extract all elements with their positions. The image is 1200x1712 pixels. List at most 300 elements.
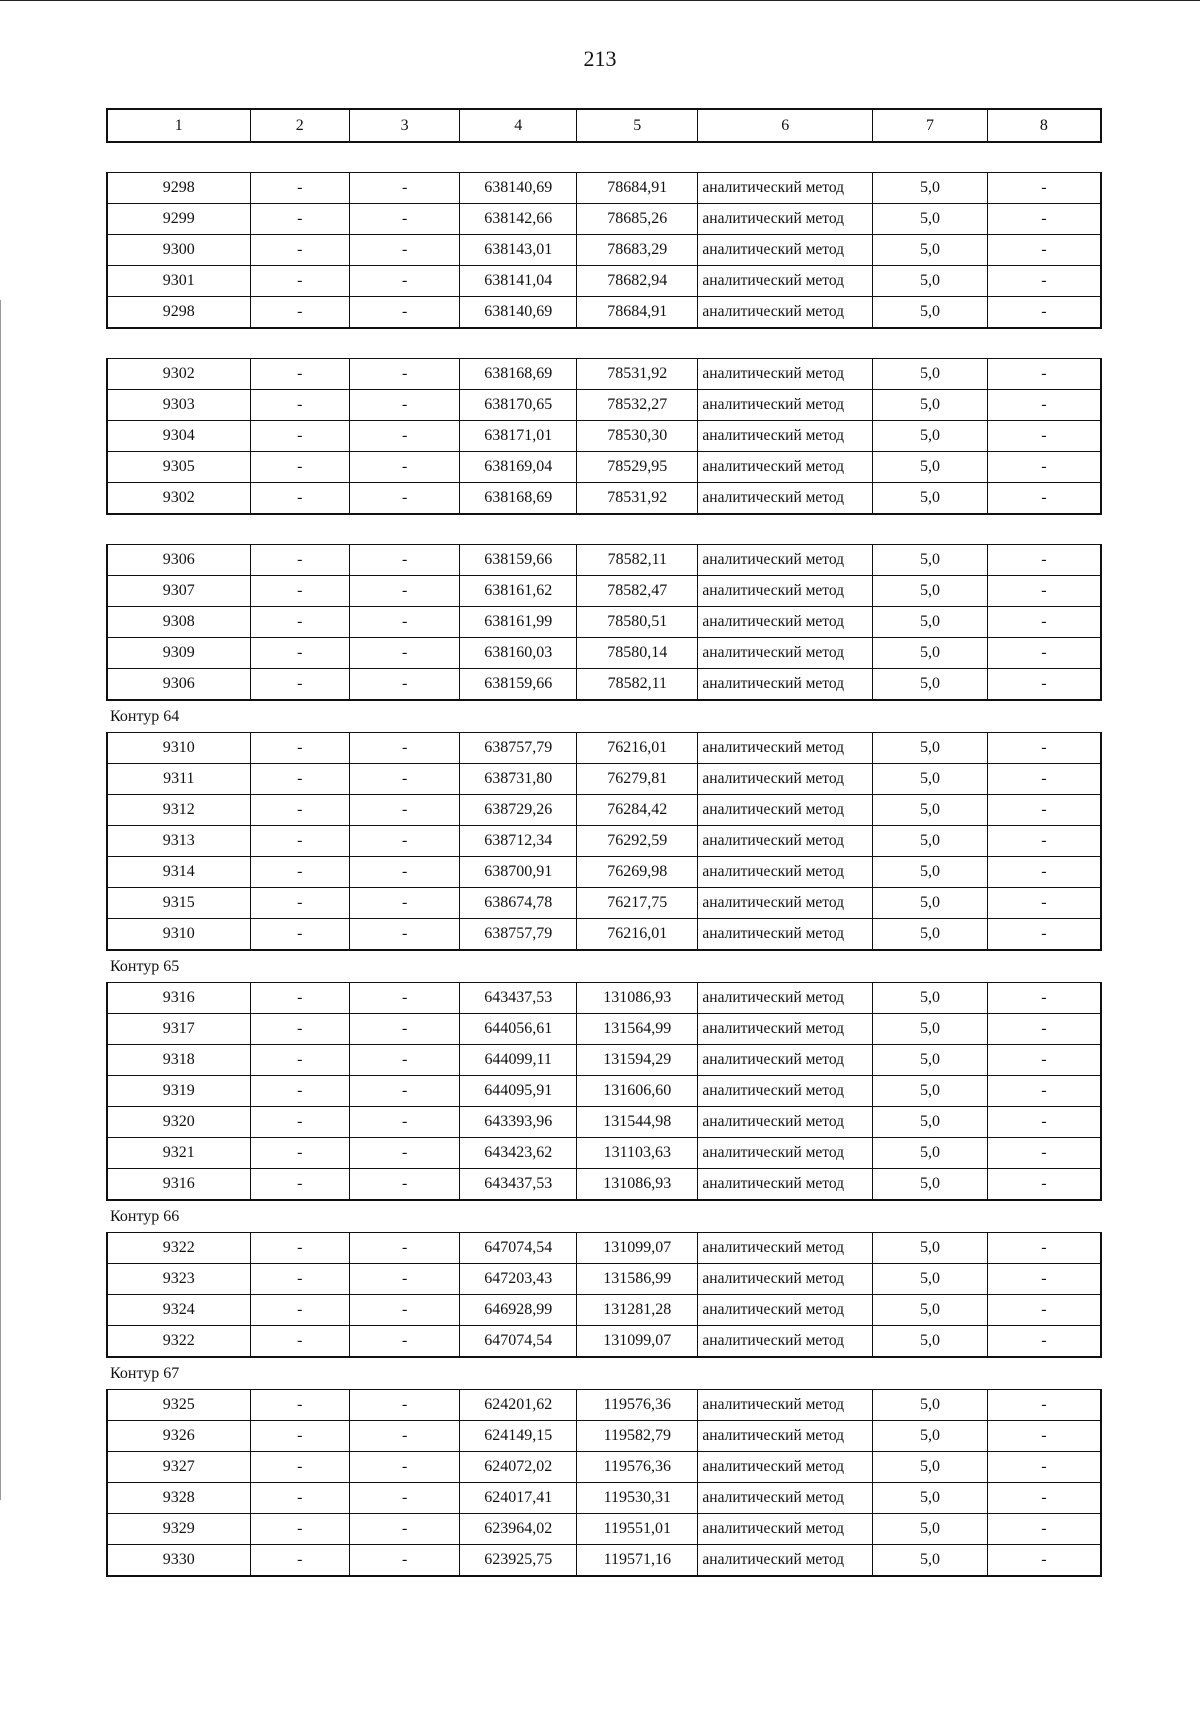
method-cell: аналитический метод	[698, 1295, 873, 1326]
accuracy-cell: 5,0	[873, 297, 988, 329]
group-spacer	[106, 329, 1102, 358]
page-top-border	[0, 0, 1200, 1]
coordinate-table	[106, 1389, 1102, 1577]
point-number-cell: 9298	[107, 297, 250, 329]
method-cell: аналитический метод	[698, 421, 873, 452]
point-number-cell: 9302	[107, 483, 250, 515]
col-2-cell: -	[250, 1326, 349, 1358]
method-cell: аналитический метод	[698, 826, 873, 857]
table-row	[107, 1233, 1101, 1264]
coord-y-cell: 76217,75	[577, 888, 698, 919]
accuracy-cell: 5,0	[873, 1295, 988, 1326]
coord-x-cell: 638143,01	[460, 235, 577, 266]
coord-x-cell: 638168,69	[460, 483, 577, 515]
point-number-cell: 9304	[107, 421, 250, 452]
coord-y-cell: 78580,14	[577, 638, 698, 669]
col-2-cell: -	[250, 1421, 349, 1452]
column-header-7: 7	[873, 109, 988, 142]
method-cell: аналитический метод	[698, 1514, 873, 1545]
coord-y-cell: 78532,27	[577, 390, 698, 421]
coord-x-cell: 624072,02	[460, 1452, 577, 1483]
accuracy-cell: 5,0	[873, 1483, 988, 1514]
method-cell: аналитический метод	[698, 983, 873, 1014]
coord-x-cell: 638757,79	[460, 733, 577, 764]
coord-y-cell: 131544,98	[577, 1107, 698, 1138]
col-3-cell: -	[349, 1390, 459, 1421]
col-8-cell: -	[987, 297, 1101, 329]
coord-x-cell: 638140,69	[460, 173, 577, 204]
method-cell: аналитический метод	[698, 545, 873, 576]
coord-x-cell: 638712,34	[460, 826, 577, 857]
accuracy-cell: 5,0	[873, 1107, 988, 1138]
table-row	[107, 1390, 1101, 1421]
coord-x-cell: 638168,69	[460, 359, 577, 390]
point-number-cell: 9317	[107, 1014, 250, 1045]
point-number-cell: 9307	[107, 576, 250, 607]
table-row	[107, 483, 1101, 515]
col-2-cell: -	[250, 483, 349, 515]
column-header-row	[107, 109, 1101, 142]
col-3-cell: -	[349, 1264, 459, 1295]
coord-x-cell: 647074,54	[460, 1233, 577, 1264]
point-number-cell: 9310	[107, 919, 250, 951]
method-cell: аналитический метод	[698, 390, 873, 421]
col-3-cell: -	[349, 888, 459, 919]
accuracy-cell: 5,0	[873, 1138, 988, 1169]
coord-y-cell: 119551,01	[577, 1514, 698, 1545]
coord-y-cell: 76279,81	[577, 764, 698, 795]
col-8-cell: -	[987, 1326, 1101, 1358]
coord-x-cell: 638171,01	[460, 421, 577, 452]
point-number-cell: 9314	[107, 857, 250, 888]
coord-y-cell: 78582,11	[577, 669, 698, 701]
accuracy-cell: 5,0	[873, 888, 988, 919]
col-8-cell: -	[987, 1107, 1101, 1138]
table-row	[107, 390, 1101, 421]
method-cell: аналитический метод	[698, 297, 873, 329]
method-cell: аналитический метод	[698, 1107, 873, 1138]
col-8-cell: -	[987, 983, 1101, 1014]
coord-y-cell: 78580,51	[577, 607, 698, 638]
method-cell: аналитический метод	[698, 1076, 873, 1107]
point-number-cell: 9311	[107, 764, 250, 795]
point-number-cell: 9312	[107, 795, 250, 826]
col-3-cell: -	[349, 173, 459, 204]
table-row	[107, 826, 1101, 857]
method-cell: аналитический метод	[698, 1452, 873, 1483]
col-8-cell: -	[987, 607, 1101, 638]
col-8-cell: -	[987, 669, 1101, 701]
col-8-cell: -	[987, 1264, 1101, 1295]
col-2-cell: -	[250, 1452, 349, 1483]
coord-x-cell: 643437,53	[460, 983, 577, 1014]
col-2-cell: -	[250, 1014, 349, 1045]
table-row	[107, 1326, 1101, 1358]
accuracy-cell: 5,0	[873, 1421, 988, 1452]
table-row	[107, 266, 1101, 297]
col-8-cell: -	[987, 795, 1101, 826]
coord-y-cell: 119582,79	[577, 1421, 698, 1452]
point-number-cell: 9326	[107, 1421, 250, 1452]
table-row	[107, 919, 1101, 951]
page-number: 213	[583, 46, 617, 71]
coordinate-table	[106, 358, 1102, 515]
coord-x-cell: 638700,91	[460, 857, 577, 888]
col-3-cell: -	[349, 1452, 459, 1483]
coordinate-table	[106, 732, 1102, 951]
accuracy-cell: 5,0	[873, 576, 988, 607]
point-number-cell: 9306	[107, 545, 250, 576]
point-number-cell: 9322	[107, 1233, 250, 1264]
column-header-5: 5	[577, 109, 698, 142]
col-2-cell: -	[250, 919, 349, 951]
coordinate-table	[106, 544, 1102, 701]
col-3-cell: -	[349, 266, 459, 297]
accuracy-cell: 5,0	[873, 733, 988, 764]
table-row	[107, 359, 1101, 390]
coord-y-cell: 131099,07	[577, 1233, 698, 1264]
col-3-cell: -	[349, 359, 459, 390]
col-8-cell: -	[987, 1014, 1101, 1045]
col-8-cell: -	[987, 390, 1101, 421]
method-cell: аналитический метод	[698, 733, 873, 764]
accuracy-cell: 5,0	[873, 1264, 988, 1295]
column-header-1: 1	[107, 109, 250, 142]
method-cell: аналитический метод	[698, 1326, 873, 1358]
coord-x-cell: 638142,66	[460, 204, 577, 235]
col-3-cell: -	[349, 1233, 459, 1264]
point-number-cell: 9303	[107, 390, 250, 421]
accuracy-cell: 5,0	[873, 204, 988, 235]
col-2-cell: -	[250, 235, 349, 266]
col-2-cell: -	[250, 1545, 349, 1577]
accuracy-cell: 5,0	[873, 235, 988, 266]
col-2-cell: -	[250, 607, 349, 638]
col-8-cell: -	[987, 826, 1101, 857]
col-8-cell: -	[987, 1514, 1101, 1545]
col-3-cell: -	[349, 1014, 459, 1045]
point-number-cell: 9316	[107, 1169, 250, 1201]
coord-x-cell: 638160,03	[460, 638, 577, 669]
method-cell: аналитический метод	[698, 173, 873, 204]
coord-x-cell: 638159,66	[460, 669, 577, 701]
coord-x-cell: 638159,66	[460, 545, 577, 576]
col-3-cell: -	[349, 483, 459, 515]
coord-y-cell: 131086,93	[577, 1169, 698, 1201]
col-8-cell: -	[987, 483, 1101, 515]
table-row	[107, 1138, 1101, 1169]
method-cell: аналитический метод	[698, 857, 873, 888]
table-row	[107, 297, 1101, 329]
col-8-cell: -	[987, 1545, 1101, 1577]
accuracy-cell: 5,0	[873, 1169, 988, 1201]
coord-x-cell: 643423,62	[460, 1138, 577, 1169]
col-2-cell: -	[250, 266, 349, 297]
col-8-cell: -	[987, 919, 1101, 951]
accuracy-cell: 5,0	[873, 1452, 988, 1483]
col-3-cell: -	[349, 983, 459, 1014]
col-8-cell: -	[987, 266, 1101, 297]
col-2-cell: -	[250, 795, 349, 826]
method-cell: аналитический метод	[698, 607, 873, 638]
coord-y-cell: 131586,99	[577, 1264, 698, 1295]
coord-x-cell: 638729,26	[460, 795, 577, 826]
table-row	[107, 1169, 1101, 1201]
point-number-cell: 9322	[107, 1326, 250, 1358]
table-row	[107, 1483, 1101, 1514]
method-cell: аналитический метод	[698, 1169, 873, 1201]
table-row	[107, 795, 1101, 826]
method-cell: аналитический метод	[698, 1545, 873, 1577]
group-spacer	[106, 515, 1102, 544]
col-2-cell: -	[250, 1233, 349, 1264]
table-row	[107, 173, 1101, 204]
method-cell: аналитический метод	[698, 919, 873, 951]
coord-x-cell: 638757,79	[460, 919, 577, 951]
method-cell: аналитический метод	[698, 235, 873, 266]
accuracy-cell: 5,0	[873, 1390, 988, 1421]
table-row	[107, 1045, 1101, 1076]
col-8-cell: -	[987, 1233, 1101, 1264]
coord-y-cell: 119576,36	[577, 1390, 698, 1421]
col-3-cell: -	[349, 607, 459, 638]
point-number-cell: 9323	[107, 1264, 250, 1295]
column-header-table	[106, 108, 1102, 143]
table-row	[107, 1107, 1101, 1138]
coord-y-cell: 78682,94	[577, 266, 698, 297]
table-row	[107, 638, 1101, 669]
coord-x-cell: 638141,04	[460, 266, 577, 297]
col-3-cell: -	[349, 1076, 459, 1107]
col-2-cell: -	[250, 983, 349, 1014]
col-8-cell: -	[987, 173, 1101, 204]
point-number-cell: 9309	[107, 638, 250, 669]
accuracy-cell: 5,0	[873, 1076, 988, 1107]
column-header-2: 2	[250, 109, 349, 142]
coord-y-cell: 131594,29	[577, 1045, 698, 1076]
accuracy-cell: 5,0	[873, 1326, 988, 1358]
col-2-cell: -	[250, 1483, 349, 1514]
table-row	[107, 983, 1101, 1014]
column-header-4: 4	[460, 109, 577, 142]
coord-x-cell: 644056,61	[460, 1014, 577, 1045]
method-cell: аналитический метод	[698, 888, 873, 919]
method-cell: аналитический метод	[698, 1421, 873, 1452]
coord-y-cell: 119571,16	[577, 1545, 698, 1577]
accuracy-cell: 5,0	[873, 266, 988, 297]
method-cell: аналитический метод	[698, 1483, 873, 1514]
coord-x-cell: 623964,02	[460, 1514, 577, 1545]
table-row	[107, 421, 1101, 452]
col-8-cell: -	[987, 1295, 1101, 1326]
col-8-cell: -	[987, 857, 1101, 888]
point-number-cell: 9316	[107, 983, 250, 1014]
method-cell: аналитический метод	[698, 1390, 873, 1421]
col-2-cell: -	[250, 1076, 349, 1107]
method-cell: аналитический метод	[698, 1264, 873, 1295]
point-number-cell: 9305	[107, 452, 250, 483]
col-3-cell: -	[349, 669, 459, 701]
point-number-cell: 9300	[107, 235, 250, 266]
col-2-cell: -	[250, 1045, 349, 1076]
method-cell: аналитический метод	[698, 266, 873, 297]
col-2-cell: -	[250, 1295, 349, 1326]
coord-y-cell: 76216,01	[577, 733, 698, 764]
col-2-cell: -	[250, 857, 349, 888]
col-3-cell: -	[349, 1545, 459, 1577]
col-2-cell: -	[250, 390, 349, 421]
accuracy-cell: 5,0	[873, 669, 988, 701]
accuracy-cell: 5,0	[873, 545, 988, 576]
coord-y-cell: 78684,91	[577, 297, 698, 329]
table-row	[107, 764, 1101, 795]
col-3-cell: -	[349, 733, 459, 764]
accuracy-cell: 5,0	[873, 421, 988, 452]
table-row	[107, 1264, 1101, 1295]
point-number-cell: 9327	[107, 1452, 250, 1483]
accuracy-cell: 5,0	[873, 764, 988, 795]
col-8-cell: -	[987, 638, 1101, 669]
col-2-cell: -	[250, 1514, 349, 1545]
accuracy-cell: 5,0	[873, 359, 988, 390]
point-number-cell: 9313	[107, 826, 250, 857]
coord-x-cell: 647203,43	[460, 1264, 577, 1295]
col-3-cell: -	[349, 764, 459, 795]
method-cell: аналитический метод	[698, 452, 873, 483]
column-header-8: 8	[987, 109, 1101, 142]
coord-y-cell: 119530,31	[577, 1483, 698, 1514]
col-2-cell: -	[250, 1138, 349, 1169]
coord-x-cell: 638161,99	[460, 607, 577, 638]
point-number-cell: 9325	[107, 1390, 250, 1421]
method-cell: аналитический метод	[698, 204, 873, 235]
coordinate-groups	[106, 143, 1102, 1577]
col-3-cell: -	[349, 795, 459, 826]
accuracy-cell: 5,0	[873, 390, 988, 421]
table-row	[107, 1295, 1101, 1326]
col-3-cell: -	[349, 235, 459, 266]
coord-y-cell: 76269,98	[577, 857, 698, 888]
point-number-cell: 9308	[107, 607, 250, 638]
col-8-cell: -	[987, 733, 1101, 764]
group-spacer	[106, 143, 1102, 172]
col-2-cell: -	[250, 888, 349, 919]
point-number-cell: 9319	[107, 1076, 250, 1107]
accuracy-cell: 5,0	[873, 638, 988, 669]
coord-x-cell: 638674,78	[460, 888, 577, 919]
method-cell: аналитический метод	[698, 764, 873, 795]
point-number-cell: 9330	[107, 1545, 250, 1577]
col-8-cell: -	[987, 888, 1101, 919]
col-2-cell: -	[250, 452, 349, 483]
point-number-cell: 9301	[107, 266, 250, 297]
coord-x-cell: 646928,99	[460, 1295, 577, 1326]
coord-y-cell: 78531,92	[577, 483, 698, 515]
col-3-cell: -	[349, 1483, 459, 1514]
col-3-cell: -	[349, 1169, 459, 1201]
table-row	[107, 857, 1101, 888]
col-3-cell: -	[349, 919, 459, 951]
contour-label: Контур 66	[110, 1208, 180, 1225]
coord-x-cell: 623925,75	[460, 1545, 577, 1577]
coord-x-cell: 644099,11	[460, 1045, 577, 1076]
accuracy-cell: 5,0	[873, 483, 988, 515]
col-8-cell: -	[987, 1169, 1101, 1201]
coord-y-cell: 131086,93	[577, 983, 698, 1014]
table-row	[107, 1014, 1101, 1045]
accuracy-cell: 5,0	[873, 607, 988, 638]
col-3-cell: -	[349, 576, 459, 607]
accuracy-cell: 5,0	[873, 1233, 988, 1264]
coordinates-document	[106, 108, 1102, 1577]
col-3-cell: -	[349, 1421, 459, 1452]
table-row	[107, 733, 1101, 764]
accuracy-cell: 5,0	[873, 919, 988, 951]
col-3-cell: -	[349, 297, 459, 329]
table-row	[107, 1545, 1101, 1577]
table-row	[107, 576, 1101, 607]
col-8-cell: -	[987, 1138, 1101, 1169]
point-number-cell: 9320	[107, 1107, 250, 1138]
col-2-cell: -	[250, 204, 349, 235]
col-8-cell: -	[987, 1483, 1101, 1514]
col-2-cell: -	[250, 1107, 349, 1138]
col-2-cell: -	[250, 764, 349, 795]
method-cell: аналитический метод	[698, 795, 873, 826]
accuracy-cell: 5,0	[873, 1545, 988, 1577]
point-number-cell: 9302	[107, 359, 250, 390]
col-8-cell: -	[987, 764, 1101, 795]
column-header-3: 3	[349, 109, 459, 142]
method-cell: аналитический метод	[698, 576, 873, 607]
col-3-cell: -	[349, 390, 459, 421]
coord-y-cell: 78582,47	[577, 576, 698, 607]
col-3-cell: -	[349, 452, 459, 483]
col-2-cell: -	[250, 826, 349, 857]
col-8-cell: -	[987, 1452, 1101, 1483]
col-8-cell: -	[987, 235, 1101, 266]
accuracy-cell: 5,0	[873, 1514, 988, 1545]
col-2-cell: -	[250, 733, 349, 764]
col-3-cell: -	[349, 1107, 459, 1138]
accuracy-cell: 5,0	[873, 1014, 988, 1045]
coord-y-cell: 78683,29	[577, 235, 698, 266]
point-number-cell: 9298	[107, 173, 250, 204]
col-2-cell: -	[250, 1390, 349, 1421]
col-3-cell: -	[349, 204, 459, 235]
accuracy-cell: 5,0	[873, 795, 988, 826]
col-2-cell: -	[250, 173, 349, 204]
coord-x-cell: 638161,62	[460, 576, 577, 607]
method-cell: аналитический метод	[698, 483, 873, 515]
accuracy-cell: 5,0	[873, 1045, 988, 1076]
point-number-cell: 9315	[107, 888, 250, 919]
table-row	[107, 1421, 1101, 1452]
col-3-cell: -	[349, 1514, 459, 1545]
coord-y-cell: 78684,91	[577, 173, 698, 204]
col-8-cell: -	[987, 452, 1101, 483]
table-row	[107, 452, 1101, 483]
coordinate-table	[106, 172, 1102, 329]
coord-y-cell: 131606,60	[577, 1076, 698, 1107]
col-8-cell: -	[987, 1421, 1101, 1452]
coord-x-cell: 624201,62	[460, 1390, 577, 1421]
coord-y-cell: 78531,92	[577, 359, 698, 390]
coord-y-cell: 76216,01	[577, 919, 698, 951]
coordinate-table	[106, 982, 1102, 1201]
col-2-cell: -	[250, 359, 349, 390]
table-row	[107, 888, 1101, 919]
